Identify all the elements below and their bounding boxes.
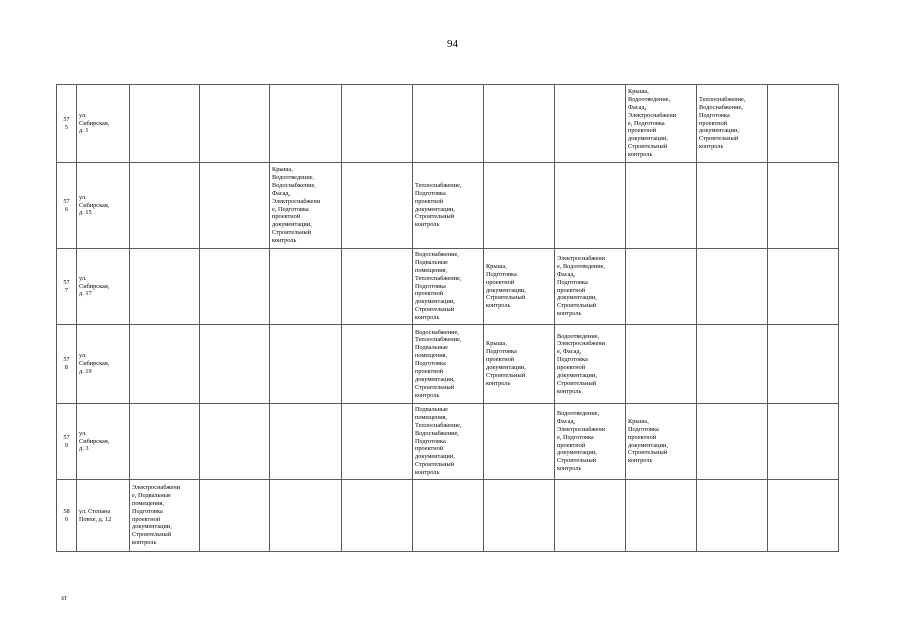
work-list-cell [342, 480, 413, 552]
work-list-cell [200, 85, 270, 163]
work-list-cell [342, 163, 413, 249]
row-number-cell: 57 9 [57, 404, 77, 480]
work-list-cell [130, 249, 200, 325]
work-list-cell [768, 404, 839, 480]
work-list-cell [200, 163, 270, 249]
table-row [57, 404, 839, 480]
work-list-cell [130, 325, 200, 404]
address-cell: ул. Сибирская, д. 17 [77, 249, 130, 325]
work-list-cell [270, 85, 342, 163]
row-number-cell: 57 5 [57, 85, 77, 163]
row-number-cell: 58 0 [57, 480, 77, 552]
table-row [57, 249, 839, 325]
work-list-cell [697, 249, 768, 325]
work-list-cell [200, 480, 270, 552]
address-cell: ул. Сибирская, д. 3 [77, 404, 130, 480]
row-number-cell: 57 6 [57, 163, 77, 249]
work-list-cell [768, 163, 839, 249]
work-list-cell [342, 404, 413, 480]
table-row [57, 163, 839, 249]
work-list-cell [697, 163, 768, 249]
address-cell: ул. Степана Повхе, д. 12 [77, 480, 130, 552]
work-list-cell [200, 249, 270, 325]
work-list-cell: Теплоснабжение, Водоснабжение, Подготовка проектной документации, Строительный контроль [697, 85, 768, 163]
work-list-cell [626, 325, 697, 404]
work-list-cell [130, 404, 200, 480]
work-list-cell: Водоотведение, Фасад, Электроснабжени е, Подготовка проектной документации, Строительный контроль [555, 404, 626, 480]
work-list-cell [130, 85, 200, 163]
work-list-cell [270, 480, 342, 552]
work-list-cell [555, 480, 626, 552]
work-list-cell [484, 163, 555, 249]
footer-mark: зт [61, 594, 67, 602]
work-list-cell: Крыша, Подготовка проектной документации, Строительный контроль [484, 249, 555, 325]
work-list-cell: Теплоснабжение, Подготовка проектной документации, Строительный контроль [413, 163, 484, 249]
work-list-cell [200, 325, 270, 404]
work-list-cell: Крыша, Подготовка проектной документации, Строительный контроль [484, 325, 555, 404]
work-list-cell: Электроснабжени е, Подвальные помещения, Подготовка проектной документации, Строительный контроль [130, 480, 200, 552]
work-list-cell [413, 85, 484, 163]
page-number: 94 [447, 38, 458, 50]
table-row [57, 325, 839, 404]
work-list-cell [768, 325, 839, 404]
work-list-cell: Крыша, Водоотведение, Фасад, Электроснабжени е, Подготовка проектной документации, Строительный контроль [626, 85, 697, 163]
work-list-cell [342, 85, 413, 163]
work-list-cell [768, 249, 839, 325]
work-list-cell [768, 480, 839, 552]
row-number-cell: 57 8 [57, 325, 77, 404]
work-list-cell [484, 480, 555, 552]
address-cell: ул. Сибирская, д. 19 [77, 325, 130, 404]
work-list-cell: Крыша, Подготовка проектной документации, Строительный контроль [626, 404, 697, 480]
row-number-cell: 57 7 [57, 249, 77, 325]
address-cell: ул. Сибирская, д. 15 [77, 163, 130, 249]
work-list-cell [270, 404, 342, 480]
work-list-cell [697, 404, 768, 480]
work-list-cell [270, 325, 342, 404]
table-row [57, 85, 839, 163]
work-list-cell [555, 163, 626, 249]
work-list-cell [130, 163, 200, 249]
work-list-cell: Водоснабжение, Подвальные помещения, Теплоснабжение, Подготовка проектной документации, Строительный контроль [413, 249, 484, 325]
work-list-cell [270, 249, 342, 325]
work-list-cell: Водоотведение, Электроснабжени е, Фасад, Подготовка проектной документации, Строительный контроль [555, 325, 626, 404]
work-list-cell [768, 85, 839, 163]
work-list-cell [697, 325, 768, 404]
work-list-cell [555, 85, 626, 163]
repair-schedule-table [56, 84, 839, 552]
address-cell: ул. Сибирская, д. 1 [77, 85, 130, 163]
work-list-cell [342, 249, 413, 325]
work-list-cell [413, 480, 484, 552]
work-list-cell [342, 325, 413, 404]
work-list-cell [697, 480, 768, 552]
work-list-cell: Подвальные помещения, Теплоснабжение, Водоснабжение, Подготовка проектной документации, Строительный контроль [413, 404, 484, 480]
work-list-cell [484, 85, 555, 163]
work-list-cell: Водоснабжение, Теплоснабжение, Подвальные помещения, Подготовка проектной документации, Строительный контроль [413, 325, 484, 404]
work-list-cell [484, 404, 555, 480]
work-list-cell [626, 163, 697, 249]
work-list-cell [200, 404, 270, 480]
table-row [57, 480, 839, 552]
work-list-cell [626, 480, 697, 552]
work-list-cell [626, 249, 697, 325]
work-list-cell: Крыша, Водоотведение, Водоснабжение, Фасад, Электроснабжени е, Подготовка проектной документации, Строительный контроль [270, 163, 342, 249]
work-list-cell: Электроснабжени е, Водоотведение, Фасад, Подготовка проектной документации, Строительный контроль [555, 249, 626, 325]
